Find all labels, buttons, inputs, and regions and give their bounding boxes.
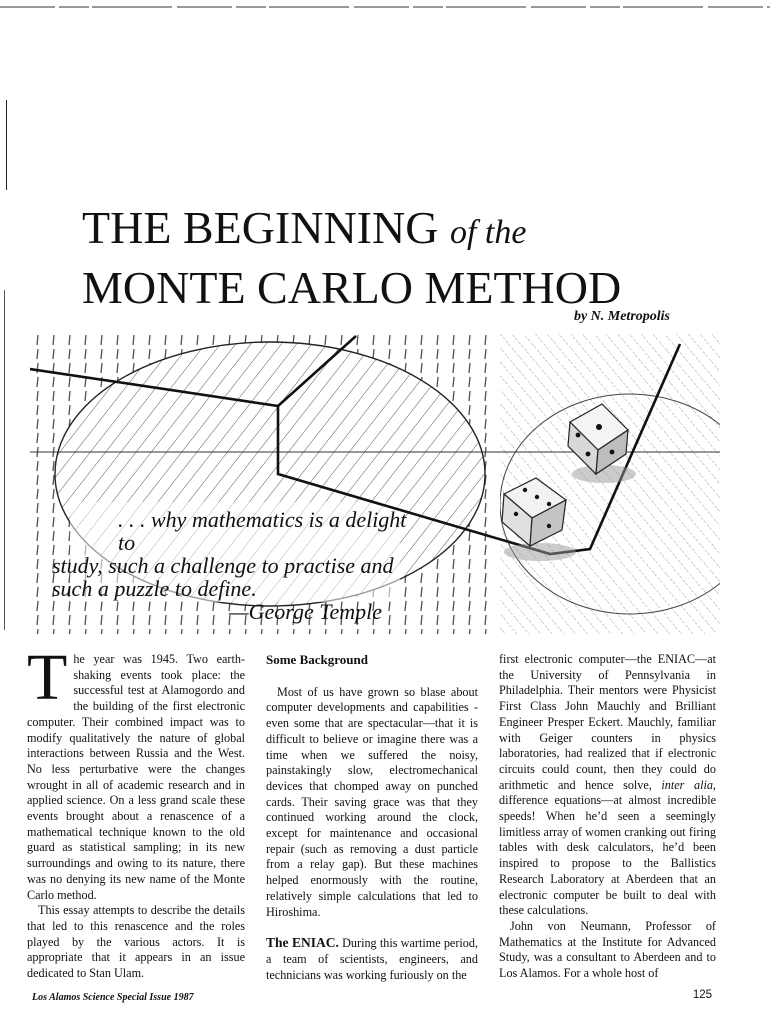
- quote-line-3: such a puzzle to define.: [52, 576, 257, 601]
- paragraph-text: difference equations—at almost incredible speeds! When he’d seen a seemingly limitless array of women cranking out firing tables with desk calculators, he’d been inspired to propose to the Ballistics Research Laboratory at Aberdeen that an electronic computer be built to deal with these calculations.: [499, 793, 716, 918]
- paragraph-text: first electronic computer—the ENIAC—at the University of Pennsylvania in Philadelphia. Their mentors were Physicist First Class John Mauchly and Brilliant Engineer Presper Eckert. Mauchly, familiar with Geiger counters in physics laboratories, had realized that if electronic circuits could count, then they could do arithmetic and hence solve,: [499, 652, 716, 792]
- title-of-the: of the: [449, 214, 527, 251]
- title-line2: MONTE CARLO METHOD: [82, 262, 622, 313]
- text-column-2: [266, 652, 478, 983]
- paragraph: he year was 1945. Two earth-shaking events took place: the successful test at Alamogordo and the building of the first electronic computer. Their combined impact was to modify qualitatively the nature of global interactions between Russia and the West. No less perturbative were the changes wrought in all of academic research and in applied science. On a less grand scale these events brought about a renascence of a mathematical technique known to the old guard as statistical sampling; in its new surroundings and owing to its nature, there was no denying its new name of the Monte Carlo method.: [27, 652, 245, 902]
- text-column-1: [27, 641, 245, 982]
- quote-line-2: study, such a challenge to practise and: [52, 553, 394, 578]
- article-title: [82, 200, 621, 315]
- drop-cap: T: [27, 641, 68, 714]
- paragraph: Most of us have grown so blase about computer developments and capabilities -even some that are spectacular—that it is difficult to believe or imagine there was a time when we suffered the noisy, painstakingly slow, electromechanical devices that chomped away on punched cards. Their saving grace was that they continued working around the clock, except for maintenance and occasional repair (such as removing a dust particle from a relay gap). But these machines helped enormously with the routine, relatively simple calculations that led to Hiroshima.: [266, 684, 478, 919]
- italic-term: inter alia,: [661, 777, 716, 792]
- title-line1: THE BEGINNING: [82, 202, 439, 253]
- page-number: 125: [692, 989, 712, 1001]
- quote-attribution: —George Temple: [229, 599, 382, 624]
- footer-journal: Los Alamos Science Special Issue 1987: [32, 992, 194, 1003]
- text-column-3: [499, 652, 716, 982]
- epigraph-quote: [52, 508, 412, 623]
- paragraph: [266, 935, 478, 983]
- left-margin-line-lower: [4, 290, 5, 630]
- left-margin-line: [6, 100, 7, 190]
- run-in-heading: The ENIAC.: [266, 935, 339, 951]
- byline: by N. Metropolis: [573, 309, 670, 324]
- paragraph: John von Neumann, Professor of Mathematics at the Institute for Advanced Study, was a consultant to Aberdeen and to Los Alamos. For a whole host of: [499, 918, 716, 981]
- top-rule: [0, 6, 770, 8]
- quote-line-1: . . . why mathematics is a delight to: [118, 507, 407, 555]
- paragraph-text: During this wartime period, a team of scientists, engineers, and technicians was working furiously on the: [266, 936, 478, 982]
- paragraph: This essay attempts to describe the details that led to this renascence and the roles played by the various actors. It is appropriate that it appears in an issue dedicated to Stan Ulam.: [27, 903, 245, 981]
- paragraph: [499, 652, 716, 919]
- section-heading: Some Background: [266, 652, 368, 667]
